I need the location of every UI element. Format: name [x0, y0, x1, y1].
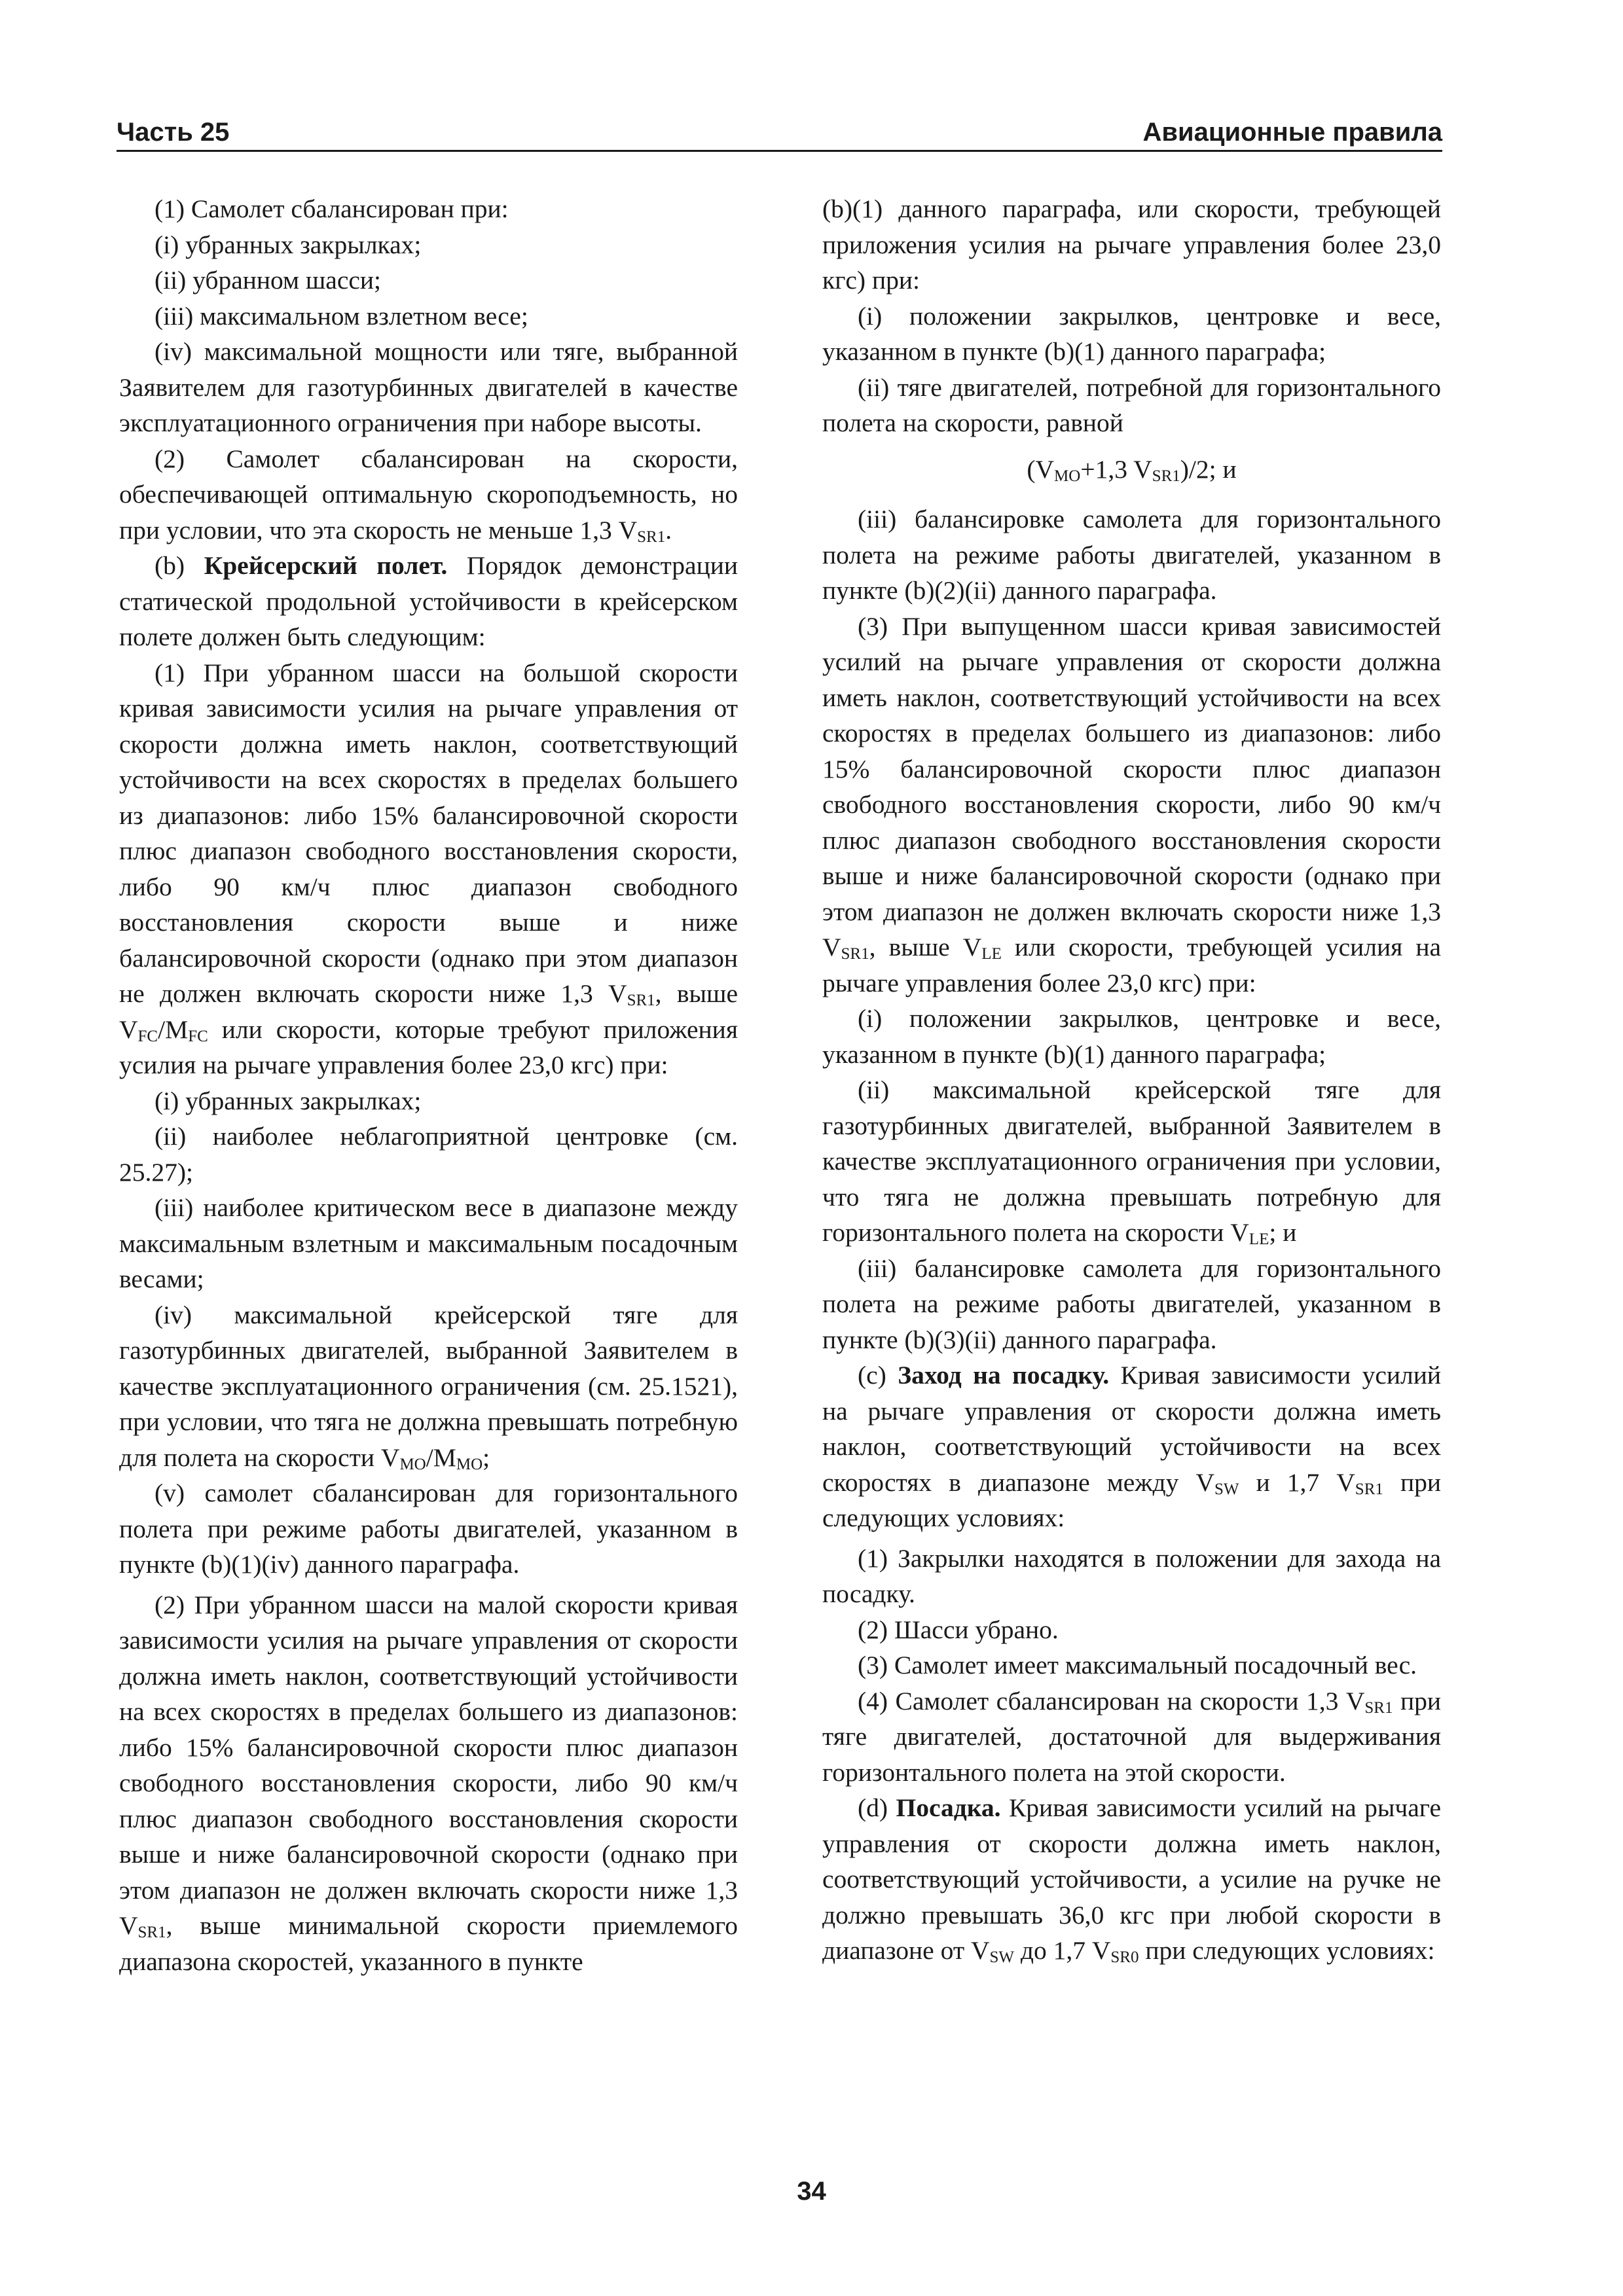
- page-header: [117, 113, 1442, 152]
- header-divider: [117, 150, 1442, 152]
- paragraph: (3) При выпущенном шасси кривая зависимостей усилий на рычаге управления от скорости должна иметь наклон, соответствующий устойчивости на всех скоростях в пределах большего из диапазонов: либо 15% балансировочной скорости плюс диапазон свободного восстановления скорости, либо 90 км/ч плюс диапазон свободного восстановления скорости выше и ниже балансировочной скорости (однако при этом диапазон не должен включать скорости ниже 1,3 $V_{SR1}$, выше $V_{LE}$ или скорости, требующей усилия на рычаге управления более 23,0 кгс) при:: [822, 611, 1441, 997]
- paragraph: (b) Крейсерский полет. Порядок демонстрации статической продольной устойчивости в крейсерском полете должен быть следующим:: [119, 551, 738, 651]
- paragraph: (iii) максимальном взлетном весе;: [155, 301, 528, 331]
- paragraph: (i) убранных закрылках;: [155, 230, 422, 259]
- paragraph: (2) Самолет сбалансирован на скорости, обеспечивающей оптимальную скороподъемность, но при условии, что эта скорость не меньше 1,3 $V_{SR1}$.: [119, 444, 738, 546]
- paragraph: (1) Закрылки находятся в положении для захода на посадку.: [822, 1543, 1441, 1608]
- left-column: [119, 191, 738, 1979]
- paragraph: (i) положении закрылков, центровке и весе, указанном в пункте (b)(1) данного параграфа;: [822, 301, 1441, 366]
- right-column: [822, 191, 1441, 1969]
- document-title: Авиационные правила: [1142, 118, 1442, 147]
- paragraph: (1) При убранном шасси на большой скорости кривая зависимости усилия на рычаге управления от скорости должна иметь наклон, соответствующий устойчивости на всех скоростях в пределах большего из диапазонов: либо 15% балансировочной скорости плюс диапазон свободного восстановления скорости, либо 90 км/ч плюс диапазон свободного восстановления скорости выше и ниже балансировочной скорости (однако при этом диапазон не должен включать скорости ниже 1,3 $V_{SR1}$, выше $V_{FC}/M_{FC}$ или скорости, которые требуют приложения усилия на рычаге управления более 23,0 кгс) при:: [119, 658, 738, 1079]
- paragraph: (b)(1) данного параграфа, или скорости, требующей приложения усилия на рычаге управления более 23,0 кгс) при:: [822, 194, 1441, 295]
- paragraph: (i) убранных закрылках;: [155, 1086, 422, 1115]
- paragraph: (iv) максимальной крейсерской тяге для газотурбинных двигателей, выбранной Заявителем в качестве эксплуатационного ограничения (см. 25.1521), при условии, что тяга не должна превышать потребную для полета на скорости $V_{MO}/M_{MO}$;: [119, 1300, 738, 1473]
- formula: ($V_{MO}+1,3$ $V_{SR1})/2$; и: [1027, 454, 1237, 485]
- paragraph: (2) Шасси убрано.: [858, 1615, 1059, 1644]
- paragraph: (iv) максимальной мощности или тяге, выбранной Заявителем для газотурбинных двигателей в качестве эксплуатационного ограничения при наборе высоты.: [119, 337, 738, 437]
- paragraph: (ii) тяге двигателей, потребной для горизонтального полета на скорости, равной: [822, 372, 1441, 437]
- page-number: 34: [797, 2177, 826, 2206]
- paragraph: (i) положении закрылков, центровке и весе, указанном в пункте (b)(1) данного параграфа;: [822, 1004, 1441, 1069]
- paragraph: (d) Посадка. Кривая зависимости усилий на рычаге управления от скорости должна иметь наклон, соответствующий устойчивости, а усилие на ручке не должно превышать 36,0 кгс при любой скорости в диапазоне от $V_{SW}$ до 1,7 $V_{SR0}$ при следующих условиях:: [822, 1793, 1441, 1966]
- paragraph: (3) Самолет имеет максимальный посадочный вес.: [858, 1651, 1417, 1679]
- paragraph: (c) Заход на посадку. Кривая зависимости усилий на рычаге управления от скорости должна иметь наклон, соответствующий устойчивости на всех скоростях в диапазоне между $V_{SW}$ и 1,7 $V_{SR1}$ при следующих условиях:: [822, 1361, 1441, 1532]
- paragraph: (1) Самолет сбалансирован при:: [155, 194, 509, 223]
- paragraph: (2) При убранном шасси на малой скорости кривая зависимости усилия на рычаге управления от скорости должна иметь наклон, соответствующий устойчивости на всех скоростях в пределах большего из диапазонов: либо 15% балансировочной скорости плюс диапазон свободного восстановления скорости, либо 90 км/ч плюс диапазон свободного восстановления скорости выше и ниже балансировочной скорости (однако при этом диапазон не должен включать скорости ниже 1,3 $V_{SR1}$, выше минимальной скорости приемлемого диапазона скоростей, указанного в пункте: [119, 1590, 738, 1976]
- paragraph: (ii) убранном шасси;: [155, 266, 382, 295]
- paragraph: (v) самолет сбалансирован для горизонтального полета при режиме работы двигателей, указанном в пункте (b)(1)(iv) данного параграфа.: [119, 1479, 738, 1579]
- paragraph: (ii) наиболее неблагоприятной центровке (см. 25.27);: [119, 1122, 738, 1187]
- paragraph: (4) Самолет сбалансирован на скорости 1,3 $V_{SR1}$ при тяге двигателей, достаточной для выдерживания горизонтального полета на этой скорости.: [822, 1686, 1441, 1787]
- paragraph: (ii) максимальной крейсерской тяге для газотурбинных двигателей, выбранной Заявителем в качестве эксплуатационного ограничения при условии, что тяга не должна превышать потребную для горизонтального полета на скорости $V_{LE}$; и: [822, 1075, 1441, 1248]
- part-label: Часть 25: [117, 118, 230, 147]
- paragraph: (iii) балансировке самолета для горизонтального полета на режиме работы двигателей, указанном в пункте (b)(3)(ii) данного параграфа.: [822, 1253, 1441, 1354]
- paragraph: (iii) наиболее критическом весе в диапазоне между максимальным взлетным и максимальным посадочным весами;: [119, 1193, 738, 1293]
- paragraph: (iii) балансировке самолета для горизонтального полета на режиме работы двигателей, указанном в пункте (b)(2)(ii) данного параграфа.: [822, 505, 1441, 605]
